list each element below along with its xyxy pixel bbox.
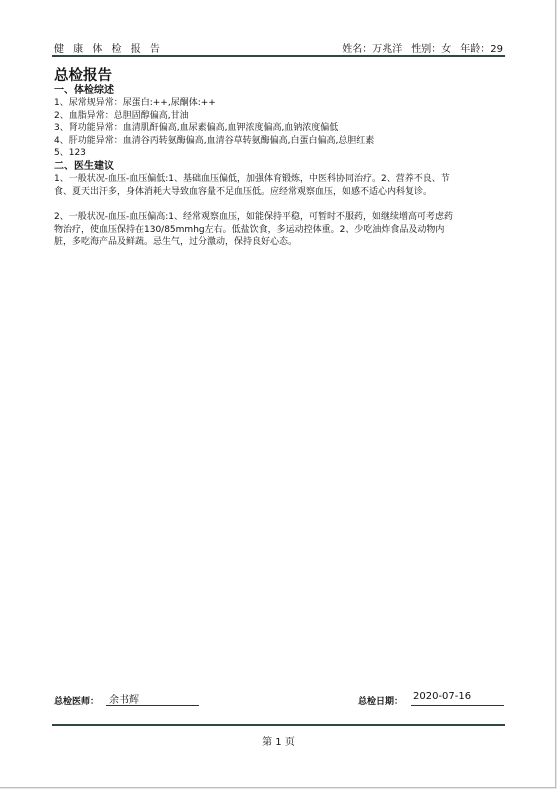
age-label: 年龄： (460, 44, 491, 55)
advice-line: 食、夏天出汗多，身体消耗大导致血容量不足血压低。应经常观察血压，如感不适心内科复诊。 (54, 186, 433, 197)
page-title: 总检报告 (54, 68, 112, 84)
footer-divider (52, 724, 505, 726)
summary-item: 4、肝功能异常：血清谷丙转氨酶偏高,血清谷草转氨酶偏高,白蛋白偏高,总胆红素 (54, 135, 375, 146)
advice-line: 脏，多吃海产品及鲜蔬。忌生气，过分激动，保持良好心态。 (54, 237, 298, 248)
report-type-label: 健 康 体 检 报 告 (54, 44, 163, 55)
gender-label: 性别： (411, 44, 442, 55)
signature-row (54, 692, 506, 710)
report-content (54, 84, 506, 262)
advice-line: 1、一般状况-血压-血压偏低:1、基础血压偏低，加强体育锻炼，中医科协同治疗。2、营养不良、节 (54, 173, 450, 184)
summary-item: 1、尿常规异常：尿蛋白:++,尿酮体:++ (54, 98, 216, 108)
advice-item (54, 173, 506, 198)
date-label: 总检日期： (358, 697, 404, 707)
advice-heading: 二、医生建议 (54, 160, 114, 172)
doctor-name: 余书辉 (106, 691, 199, 706)
summary-item: 2、血脂异常：总胆固醇偏高,甘油 (54, 110, 189, 121)
advice-item (54, 211, 506, 249)
page-number: 第 1 页 (262, 737, 295, 748)
header-divider (52, 55, 505, 57)
summary-item: 5、123 (54, 148, 86, 159)
advice-line: 2、一般状况-血压-血压偏高:1、经常观察血压，如能保持平稳，可暂时不服药，如继续增高可考虑药 (54, 212, 453, 223)
patient-info (342, 40, 503, 55)
doctor-label: 总检医师： (54, 697, 100, 707)
name-label: 姓名： (342, 44, 373, 55)
patient-gender: 女 (441, 44, 452, 55)
patient-name: 万兆洋 (372, 44, 403, 55)
patient-age: 29 (490, 44, 503, 55)
advice-line: 物治疗，使血压保持在130/85mmhg左右。低盐饮食，多运动控体重。2、少吃油炸食品及动物内 (54, 224, 445, 235)
summary-item: 3、肾功能异常：血清肌酐偏高,血尿素偏高,血钾浓度偏高,血钠浓度偏低 (54, 123, 339, 134)
exam-date: 2020-07-16 (411, 691, 504, 706)
summary-heading: 一、体检综述 (54, 85, 114, 96)
